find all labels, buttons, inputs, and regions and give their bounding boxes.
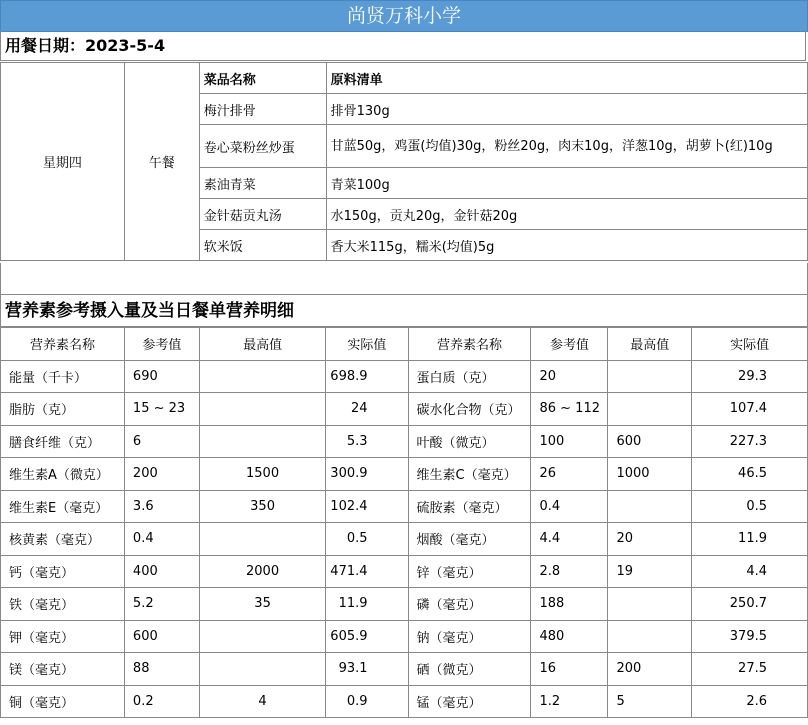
nutrition-row xyxy=(1,458,808,491)
max-value xyxy=(199,425,325,458)
reference-value: 86 ~ 112 xyxy=(531,393,608,426)
reference-value: 1.2 xyxy=(531,685,608,718)
meal-date: 用餐日期：2023-5-4 xyxy=(0,31,806,61)
reference-value: 88 xyxy=(124,653,199,686)
actual-value: 107.4 xyxy=(692,393,808,426)
max-value xyxy=(608,588,692,621)
actual-value: 698.9 xyxy=(326,360,408,393)
reference-value: 690 xyxy=(124,360,199,393)
dish-name-header: 菜品名称 xyxy=(199,63,326,94)
nutrient-name: 铁（毫克） xyxy=(1,588,125,621)
max-value: 35 xyxy=(199,588,325,621)
col-header: 最高值 xyxy=(199,328,325,361)
actual-value: 471.4 xyxy=(326,555,408,588)
max-value: 600 xyxy=(608,425,692,458)
reference-value: 20 xyxy=(531,360,608,393)
actual-value: 379.5 xyxy=(692,620,808,653)
dish-ingredients: 甘蓝50g，鸡蛋(均值)30g，粉丝20g，肉末10g，洋葱10g，胡萝卜(红)10g xyxy=(326,125,807,168)
max-value xyxy=(608,490,692,523)
reference-value: 5.2 xyxy=(124,588,199,621)
nutrient-name: 硒（微克） xyxy=(408,653,531,686)
nutrition-row xyxy=(1,393,808,426)
reference-value: 100 xyxy=(531,425,608,458)
max-value xyxy=(199,360,325,393)
spacer-row xyxy=(0,263,808,295)
actual-value: 227.3 xyxy=(692,425,808,458)
dish-ingredients: 香大米115g，糯米(均值)5g xyxy=(326,230,807,261)
col-header: 营养素名称 xyxy=(408,328,531,361)
actual-value: 11.9 xyxy=(692,523,808,556)
nutrient-name: 蛋白质（克） xyxy=(408,360,531,393)
nutrient-name: 钠（毫克） xyxy=(408,620,531,653)
reference-value: 16 xyxy=(531,653,608,686)
col-header: 参考值 xyxy=(124,328,199,361)
actual-value: 605.9 xyxy=(326,620,408,653)
actual-value: 0.5 xyxy=(692,490,808,523)
nutrition-row xyxy=(1,685,808,718)
nutrition-row xyxy=(1,588,808,621)
nutrition-row xyxy=(1,555,808,588)
col-header: 最高值 xyxy=(608,328,692,361)
nutrient-name: 铜（毫克） xyxy=(1,685,125,718)
actual-value: 11.9 xyxy=(326,588,408,621)
dish-name: 卷心菜粉丝炒蛋 xyxy=(199,125,326,168)
nutrient-name: 锰（毫克） xyxy=(408,685,531,718)
nutrient-name: 烟酸（毫克） xyxy=(408,523,531,556)
nutrient-name: 脂肪（克） xyxy=(1,393,125,426)
actual-value: 4.4 xyxy=(692,555,808,588)
nutrient-name: 维生素E（毫克） xyxy=(1,490,125,523)
max-value xyxy=(608,360,692,393)
max-value: 1000 xyxy=(608,458,692,491)
nutrient-name: 碳水化合物（克） xyxy=(408,393,531,426)
actual-value: 5.3 xyxy=(326,425,408,458)
school-title: 尚贤万科小学 xyxy=(0,0,808,32)
actual-value: 93.1 xyxy=(326,653,408,686)
reference-value: 0.2 xyxy=(124,685,199,718)
dish-ingredients: 水150g，贡丸20g，金针菇20g xyxy=(326,199,807,230)
nutrient-name: 膳食纤维（克） xyxy=(1,425,125,458)
nutrition-header-row xyxy=(1,328,808,361)
actual-value: 102.4 xyxy=(326,490,408,523)
max-value: 5 xyxy=(608,685,692,718)
nutrition-title: 营养素参考摄入量及当日餐单营养明细 xyxy=(0,295,808,327)
actual-value: 2.6 xyxy=(692,685,808,718)
nutrient-name: 钙（毫克） xyxy=(1,555,125,588)
actual-value: 24 xyxy=(326,393,408,426)
max-value xyxy=(199,523,325,556)
max-value xyxy=(199,620,325,653)
nutrition-row xyxy=(1,653,808,686)
max-value: 2000 xyxy=(199,555,325,588)
nutrition-row xyxy=(1,425,808,458)
weekday-cell: 星期四 xyxy=(1,63,125,261)
actual-value: 250.7 xyxy=(692,588,808,621)
menu-table xyxy=(0,62,808,261)
max-value: 4 xyxy=(199,685,325,718)
ingredients-header: 原料清单 xyxy=(326,63,807,94)
max-value: 200 xyxy=(608,653,692,686)
nutrition-row xyxy=(1,360,808,393)
nutrient-name: 维生素A（微克） xyxy=(1,458,125,491)
col-header: 实际值 xyxy=(326,328,408,361)
nutrient-name: 硫胺素（毫克） xyxy=(408,490,531,523)
dish-ingredients: 青菜100g xyxy=(326,168,807,199)
dish-name: 金针菇贡丸汤 xyxy=(199,199,326,230)
max-value xyxy=(199,393,325,426)
nutrient-name: 镁（毫克） xyxy=(1,653,125,686)
dish-ingredients: 排骨130g xyxy=(326,94,807,125)
reference-value: 3.6 xyxy=(124,490,199,523)
dish-name: 素油青菜 xyxy=(199,168,326,199)
col-header: 营养素名称 xyxy=(1,328,125,361)
actual-value: 300.9 xyxy=(326,458,408,491)
actual-value: 29.3 xyxy=(692,360,808,393)
actual-value: 0.5 xyxy=(326,523,408,556)
max-value: 1500 xyxy=(199,458,325,491)
col-header: 参考值 xyxy=(531,328,608,361)
reference-value: 4.4 xyxy=(531,523,608,556)
meal-cell: 午餐 xyxy=(124,63,199,261)
actual-value: 27.5 xyxy=(692,653,808,686)
reference-value: 26 xyxy=(531,458,608,491)
reference-value: 0.4 xyxy=(531,490,608,523)
nutrition-table xyxy=(0,327,808,718)
max-value: 20 xyxy=(608,523,692,556)
reference-value: 0.4 xyxy=(124,523,199,556)
nutrient-name: 锌（毫克） xyxy=(408,555,531,588)
reference-value: 480 xyxy=(531,620,608,653)
dish-name: 梅汁排骨 xyxy=(199,94,326,125)
reference-value: 200 xyxy=(124,458,199,491)
nutrient-name: 能量（千卡） xyxy=(1,360,125,393)
reference-value: 15 ~ 23 xyxy=(124,393,199,426)
dish-name: 软米饭 xyxy=(199,230,326,261)
nutrition-row xyxy=(1,490,808,523)
nutrition-row xyxy=(1,523,808,556)
actual-value: 46.5 xyxy=(692,458,808,491)
nutrient-name: 磷（毫克） xyxy=(408,588,531,621)
nutrient-name: 维生素C（毫克） xyxy=(408,458,531,491)
actual-value: 0.9 xyxy=(326,685,408,718)
col-header: 实际值 xyxy=(692,328,808,361)
max-value xyxy=(199,653,325,686)
reference-value: 2.8 xyxy=(531,555,608,588)
max-value xyxy=(608,620,692,653)
nutrient-name: 钾（毫克） xyxy=(1,620,125,653)
max-value: 19 xyxy=(608,555,692,588)
nutrient-name: 核黄素（毫克） xyxy=(1,523,125,556)
nutrient-name: 叶酸（微克） xyxy=(408,425,531,458)
reference-value: 600 xyxy=(124,620,199,653)
reference-value: 400 xyxy=(124,555,199,588)
nutrition-row xyxy=(1,620,808,653)
max-value xyxy=(608,393,692,426)
reference-value: 6 xyxy=(124,425,199,458)
reference-value: 188 xyxy=(531,588,608,621)
max-value: 350 xyxy=(199,490,325,523)
